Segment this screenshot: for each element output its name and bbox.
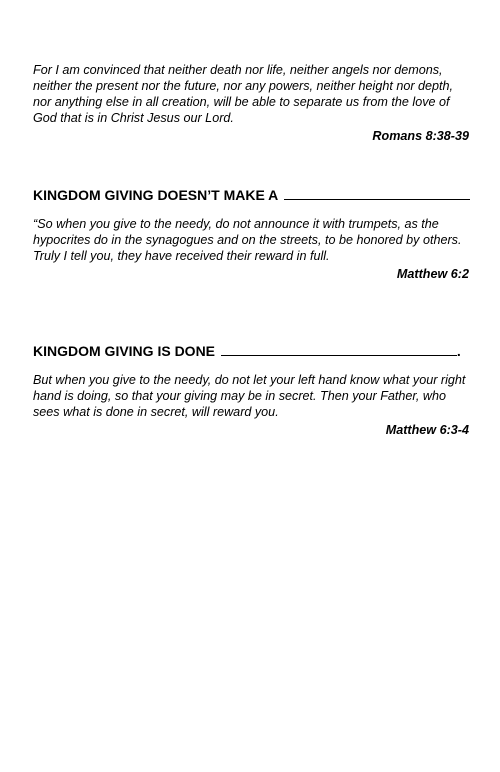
section-heading [33, 186, 469, 204]
heading-suffix: . [456, 343, 461, 359]
kingdom-giving-make-section [33, 186, 469, 282]
matthew-6-2-reference: Matthew 6:2 [396, 267, 469, 281]
matthew-6-3-4-verse-text: But when you give to the needy, do not let your left hand know what your right hand is doing, so that your giving may be in secret. Then your Father, who sees what is done in secret, will reward you. [33, 373, 466, 419]
matthew-6-2-verse-text: “So when you give to the needy, do not announce it with trumpets, as the hypocrites do in the synagogues and on the streets, to be honored by others. Truly I tell you, they have received their reward in full. [33, 217, 462, 263]
romans-section [33, 62, 469, 144]
matthew-6-3-4-reference: Matthew 6:3-4 [385, 423, 469, 437]
romans-verse-text: For I am convinced that neither death nor life, neither angels nor demons, neither the present nor the future, nor any powers, neither height nor depth, nor anything else in all creation, will be able to separate us from the love of God that is in Christ Jesus our Lord. [33, 63, 454, 125]
fill-in-blank [221, 342, 457, 356]
heading-text: KINGDOM GIVING DOESN’T MAKE A [33, 187, 278, 203]
section-heading [33, 342, 469, 360]
kingdom-giving-done-section [33, 342, 469, 438]
romans-reference: Romans 8:38-39 [372, 129, 469, 143]
heading-text: KINGDOM GIVING IS DONE [33, 343, 216, 359]
fill-in-blank [284, 186, 470, 200]
